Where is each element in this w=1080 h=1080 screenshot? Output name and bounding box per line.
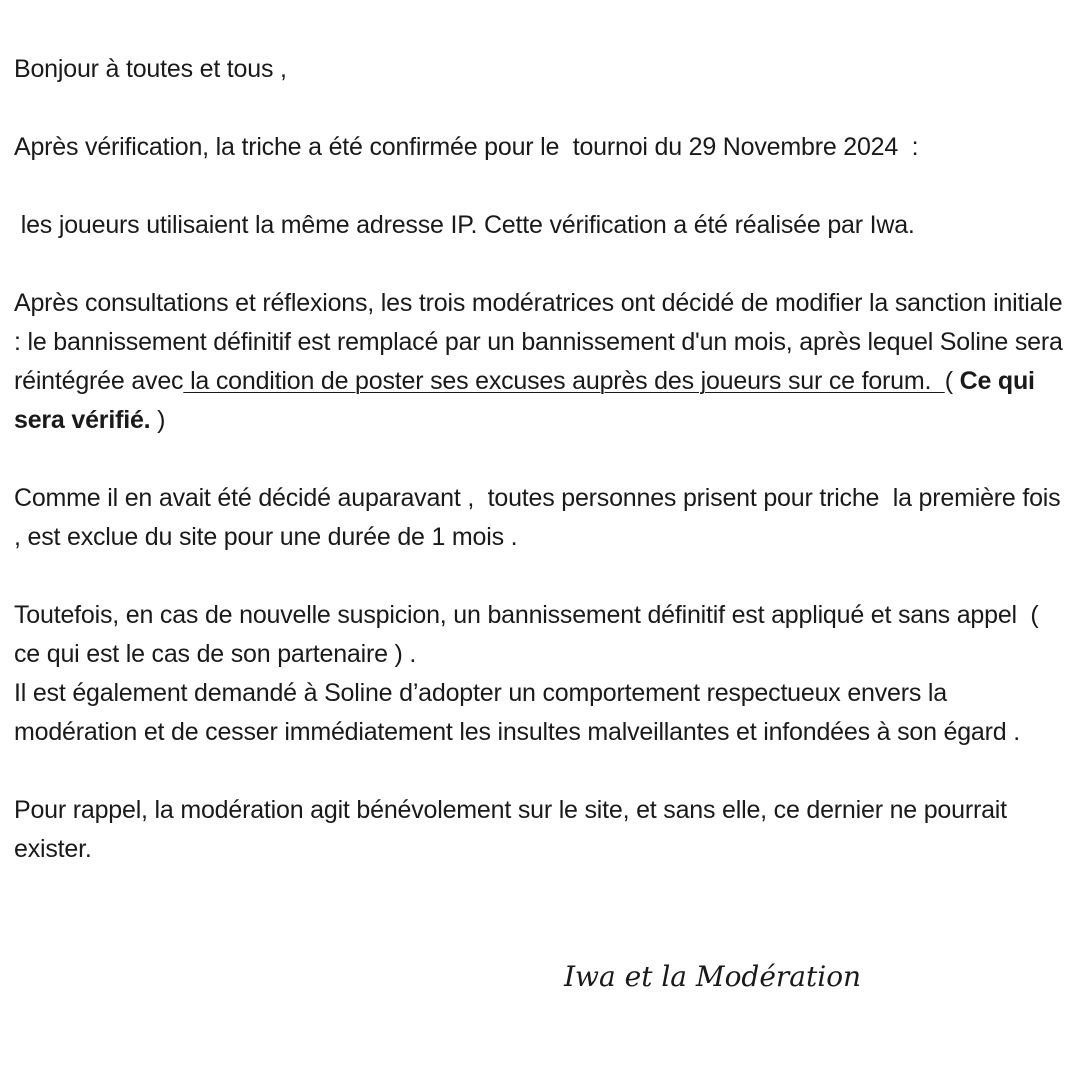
sanction-text: Après consultations et réflexions, les trois modératrices ont décidé de modifier la sanction initiale : le bannissement définitif est remplacé par un bannissement d'un mois, après lequel Soline sera réintégrée avec — [14, 289, 1070, 395]
paragraph-confirmation: Après vérification, la triche a été confirmée pour le tournoi du 29 Novembre 2024 : — [14, 133, 919, 161]
paragraph-first-offense: Comme il en avait été décidé auparavant , toutes personnes prisent pour triche la première fois , est exclue du site pour une durée de 1 mois . — [14, 484, 1068, 551]
open-paren: ( — [944, 367, 960, 395]
sanction-verification-note: Ce qui sera vérifié. — [14, 367, 1042, 434]
spacer — [14, 557, 1064, 596]
spacer — [14, 440, 1064, 479]
sanction-condition: la condition de poster ses excuses auprès des joueurs sur ce forum. — [183, 367, 945, 395]
paragraph-respect-request: Il est également demandé à Soline d’adopter un comportement respectueux envers la modération et de cesser immédiatement les insultes malveillantes et infondées à son égard . — [14, 679, 1020, 746]
spacer — [14, 89, 1064, 128]
spacer — [14, 752, 1064, 791]
paragraph-ip-verification: les joueurs utilisaient la même adresse IP. Cette vérification a été réalisée par Iwa. — [14, 211, 915, 239]
paragraph-reminder: Pour rappel, la modération agit bénévolement sur le site, et sans elle, ce dernier ne pourrait exister. — [14, 796, 1014, 863]
greeting: Bonjour à toutes et tous , — [14, 55, 287, 83]
spacer — [14, 245, 1064, 284]
close-paren: ) — [150, 406, 166, 434]
paragraph-sanction — [14, 284, 1070, 440]
spacer — [14, 167, 1064, 206]
paragraph-repeat-offense: Toutefois, en cas de nouvelle suspicion, un bannissement définitif est appliqué et sans appel ( ce qui est le cas de son partenaire ) . — [14, 601, 1046, 668]
signature: Iwa et la Modération — [564, 960, 862, 993]
announcement-body — [14, 50, 1070, 869]
